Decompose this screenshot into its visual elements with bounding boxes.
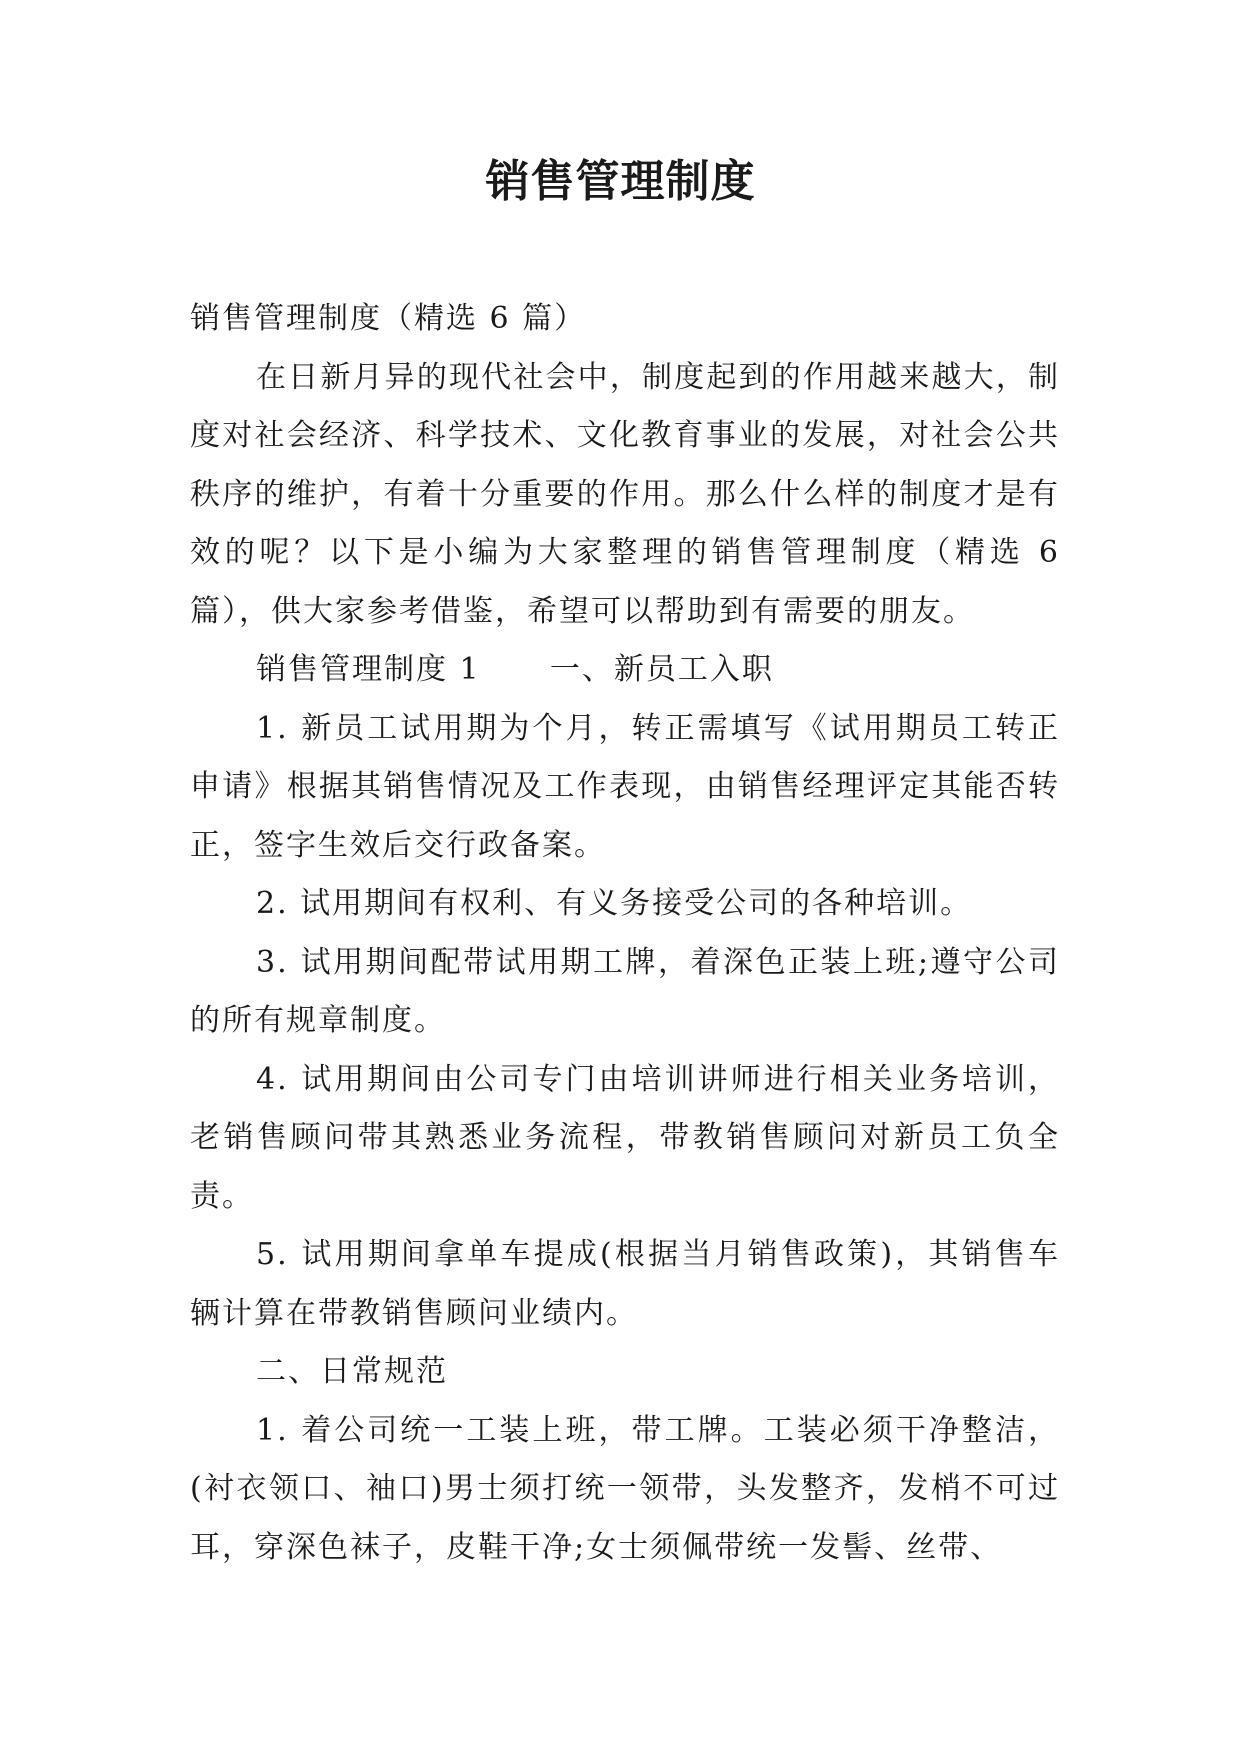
part1-item-4: 4. 试用期间由公司专门由培训讲师进行相关业务培训，老销售顾问带其熟悉业务流程，带教销售顾问对新员工负全责。 xyxy=(190,1061,1060,1214)
part1-heading: 一、新员工入职 xyxy=(549,652,774,687)
part2-item-1: 1. 着公司统一工装上班，带工牌。工装必须干净整洁，(衬衣领口、袖口)男士须打统一领带，头发整齐，发梢不可过耳，穿深色袜子，皮鞋干净;女士须佩带统一发髻、丝带、 xyxy=(190,1412,1060,1565)
document-title: 销售管理制度 xyxy=(485,156,756,207)
section1-heading: 销售管理制度 1 xyxy=(256,652,481,687)
section-heading-line xyxy=(190,641,1060,700)
document-subtitle: 销售管理制度（精选 6 篇） xyxy=(190,301,587,336)
part2-heading: 二、日常规范 xyxy=(256,1354,448,1389)
part1-item-5: 5. 试用期间拿单车提成(根据当月销售政策)，其销售车辆计算在带教销售顾问业绩内。 xyxy=(190,1237,1060,1331)
part1-item-1: 1. 新员工试用期为个月，转正需填写《试用期员工转正申请》根据其销售情况及工作表现，由销售经理评定其能否转正，签字生效后交行政备案。 xyxy=(190,710,1060,863)
intro-paragraph: 在日新月异的现代社会中，制度起到的作用越来越大，制度对社会经济、科学技术、文化教育事业的发展，对社会公共秩序的维护，有着十分重要的作用。那么什么样的制度才是有效的呢？以下是小编为大家整理的销售管理制度（精选 6 篇），供大家参考借鉴，希望可以帮助到有需要的朋友。 xyxy=(190,359,1060,629)
part1-item-3: 3. 试用期间配带试用期工牌，着深色正装上班;遵守公司的所有规章制度。 xyxy=(190,944,1060,1038)
document-body xyxy=(190,290,1060,1577)
part1-item-2: 2. 试用期间有权利、有义务接受公司的各种培训。 xyxy=(256,886,973,921)
